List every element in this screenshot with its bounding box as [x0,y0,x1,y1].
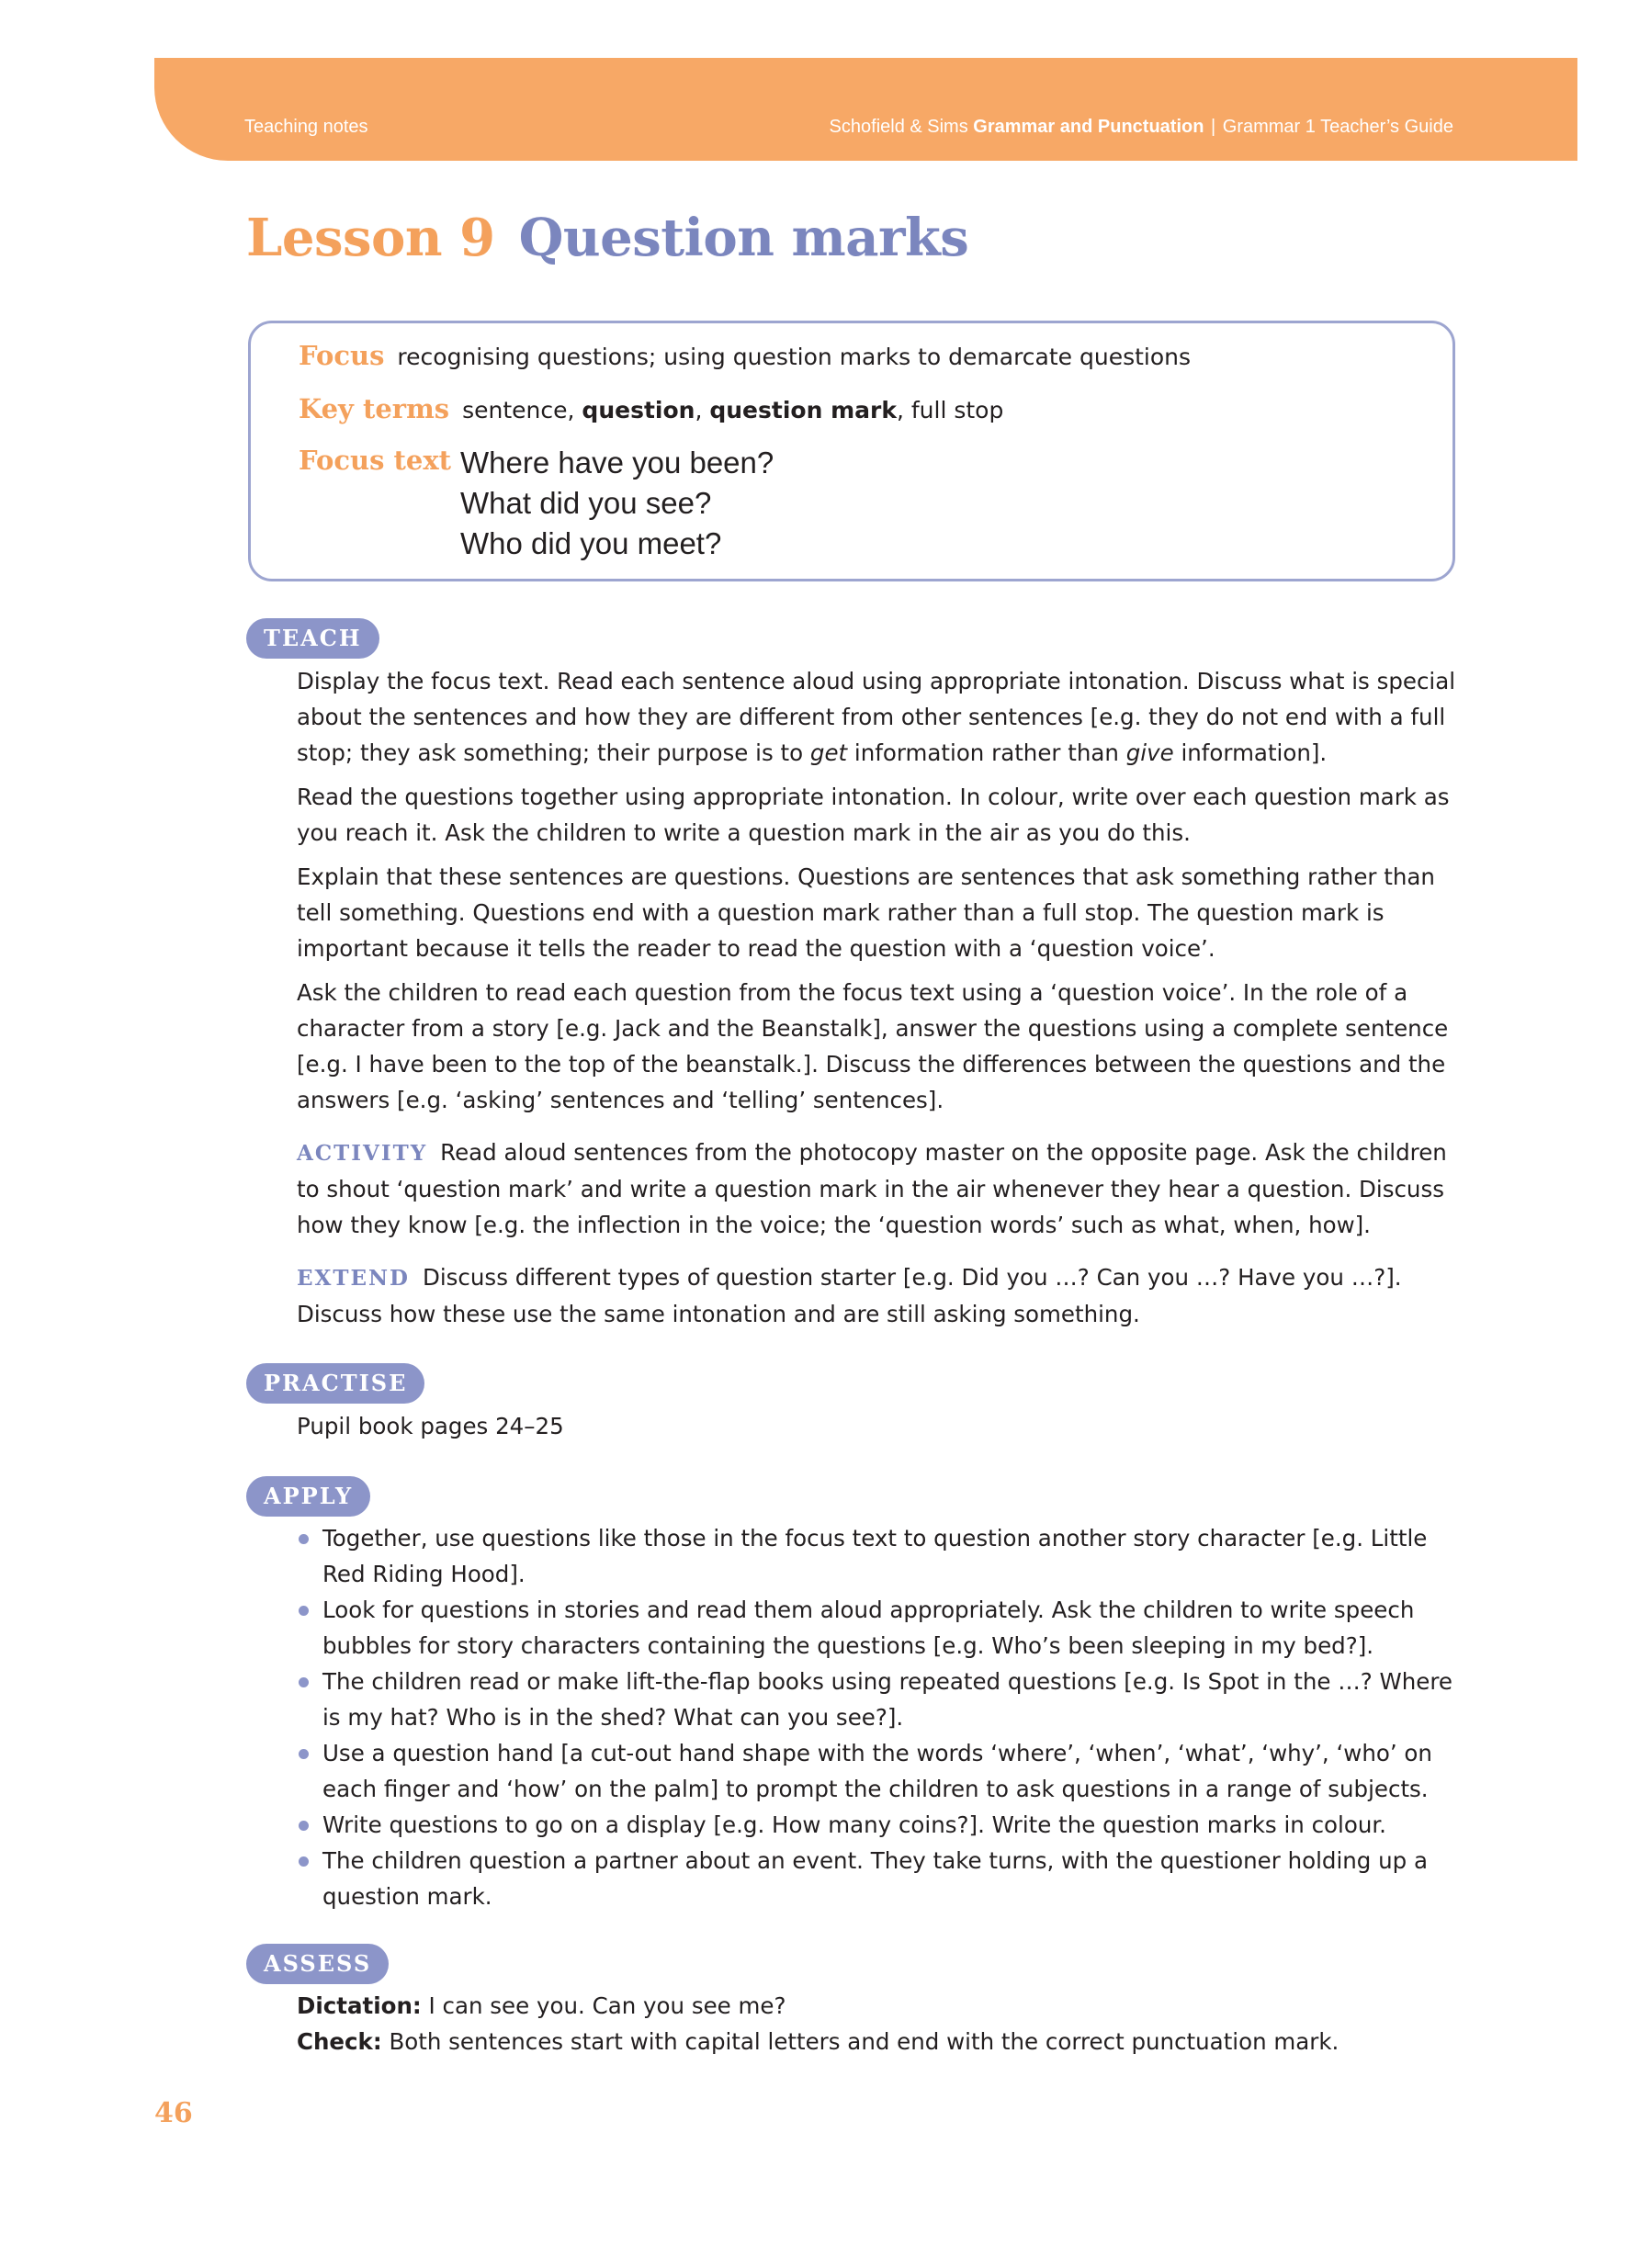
header-series: Grammar and Punctuation [973,117,1204,137]
teach-text: information]. [1173,739,1328,766]
extend-text: Discuss different types of question starter [e.g. Did you …? Can you …? Have you …?]. Discuss how these use the same intonation and are still asking something. [297,1264,1402,1327]
list-item: Together, use questions like those in the focus text to question another story character [e.g. Little Red Riding Hood]. [297,1520,1464,1592]
lesson-title: Question marks [518,208,969,268]
key-term: sentence [462,397,568,423]
apply-heading: APPLY [246,1476,370,1517]
assess-section [297,1988,1464,2059]
practise-section [297,1408,1464,1452]
activity-label: ACTIVITY [297,1141,428,1166]
focus-text-row [299,445,464,476]
focus-line: Where have you been? [460,446,774,480]
dictation-label: Dictation: [297,1992,422,2019]
list-item: The children read or make lift-the-flap books using repeated questions [e.g. Is Spot in the …? Where is my hat? Who is in the shed? What can you see?]. [297,1664,1464,1735]
extend-label: EXTEND [297,1266,410,1291]
emphasis-give: give [1125,739,1174,766]
dictation-line [297,1988,1464,2024]
dictation-text: I can see you. Can you see me? [428,1992,786,2019]
header-separator: | [1211,117,1216,137]
key-terms-row [299,393,1003,424]
apply-section [297,1520,1464,1914]
key-term: full stop [910,397,1004,423]
check-label: Check: [297,2028,382,2055]
teach-paragraph: Ask the children to read each question from the focus text using a ‘question voice’. In the role of a character from a story [e.g. Jack and the Beanstalk], answer the questions using a complete sentence [e.g. I have been to the top of the beanstalk.]. Discuss the differences between the questions and the answers [e.g. ‘asking’ sentences and ‘telling’ sentences]. [297,979,1449,1113]
focus-text-label: Focus text [299,445,452,476]
header-book: Grammar 1 Teacher’s Guide [1222,117,1453,137]
header-band [154,58,1577,161]
key-term: question mark [709,397,897,423]
practise-text: Pupil book pages 24–25 [297,1413,564,1439]
teach-paragraph [297,663,1464,771]
emphasis-get: get [809,739,848,766]
apply-list [297,1520,1464,1914]
list-item: The children question a partner about an event. They take turns, with the questioner holding up a question mark. [297,1843,1464,1914]
key-terms-label: Key terms [299,393,450,424]
key-term: question [582,397,695,423]
list-item: Use a question hand [a cut-out hand shape with the words ‘where’, ‘when’, ‘what’, ‘why’, ‘who’ on each finger and ‘how’ on the palm] to prompt the children to ask questions in a range of subjects. [297,1735,1464,1807]
practise-heading: PRACTISE [246,1363,424,1404]
focus-label: Focus [299,340,385,371]
teach-paragraph: Explain that these sentences are questions. Questions are sentences that ask something rather than tell something. Questions end with a question mark rather than a full stop. The question mark is important because it tells the reader to read the question with a ‘question voice’. [297,863,1435,962]
teach-text: Display the focus text. Read each sentence aloud using appropriate intonation. Discuss what is special about the sentences and how they are different from other sentences [e.g. they do not end with a full stop; they ask something; their purpose is to [297,668,1456,766]
focus-box [248,321,1455,581]
teach-text: information rather than [847,739,1126,766]
check-line [297,2024,1464,2059]
assess-heading: ASSESS [246,1944,389,1984]
focus-text-lines [460,443,774,564]
focus-text: recognising questions; using question marks to demarcate questions [397,344,1192,370]
list-item: Write questions to go on a display [e.g. How many coins?]. Write the question marks in colour. [297,1807,1464,1843]
check-text: Both sentences start with capital letters and end with the correct punctuation mark. [389,2028,1339,2055]
header-section-label: Teaching notes [244,117,368,137]
page-number: 46 [154,2097,193,2129]
page-title [246,208,968,268]
focus-line: What did you see? [460,486,712,520]
activity-paragraph [297,1134,1464,1243]
teach-paragraph: Read the questions together using appropriate intonation. In colour, write over each question mark as you reach it. Ask the children to write a question mark in the air as you do this. [297,784,1450,846]
key-terms: sentence, question, question mark, full stop [462,397,1004,423]
header-publisher: Schofield & Sims [829,117,968,137]
focus-line: Who did you meet? [460,526,722,560]
teach-heading: TEACH [246,618,379,659]
teach-section [297,663,1464,1340]
focus-row [299,340,1191,371]
lesson-number: Lesson 9 [246,208,495,268]
activity-text: Read aloud sentences from the photocopy master on the opposite page. Ask the children to shout ‘question mark’ and write a question mark in the air whenever they hear a question. Discuss how they know [e.g. the inflection in the voice; the ‘question words’ such as what, when, how]. [297,1139,1447,1238]
list-item: Look for questions in stories and read them aloud appropriately. Ask the children to write speech bubbles for story characters containing the questions [e.g. Who’s been sleeping in my bed?]. [297,1592,1464,1664]
header-book-info [830,117,1453,138]
extend-paragraph [297,1259,1464,1332]
